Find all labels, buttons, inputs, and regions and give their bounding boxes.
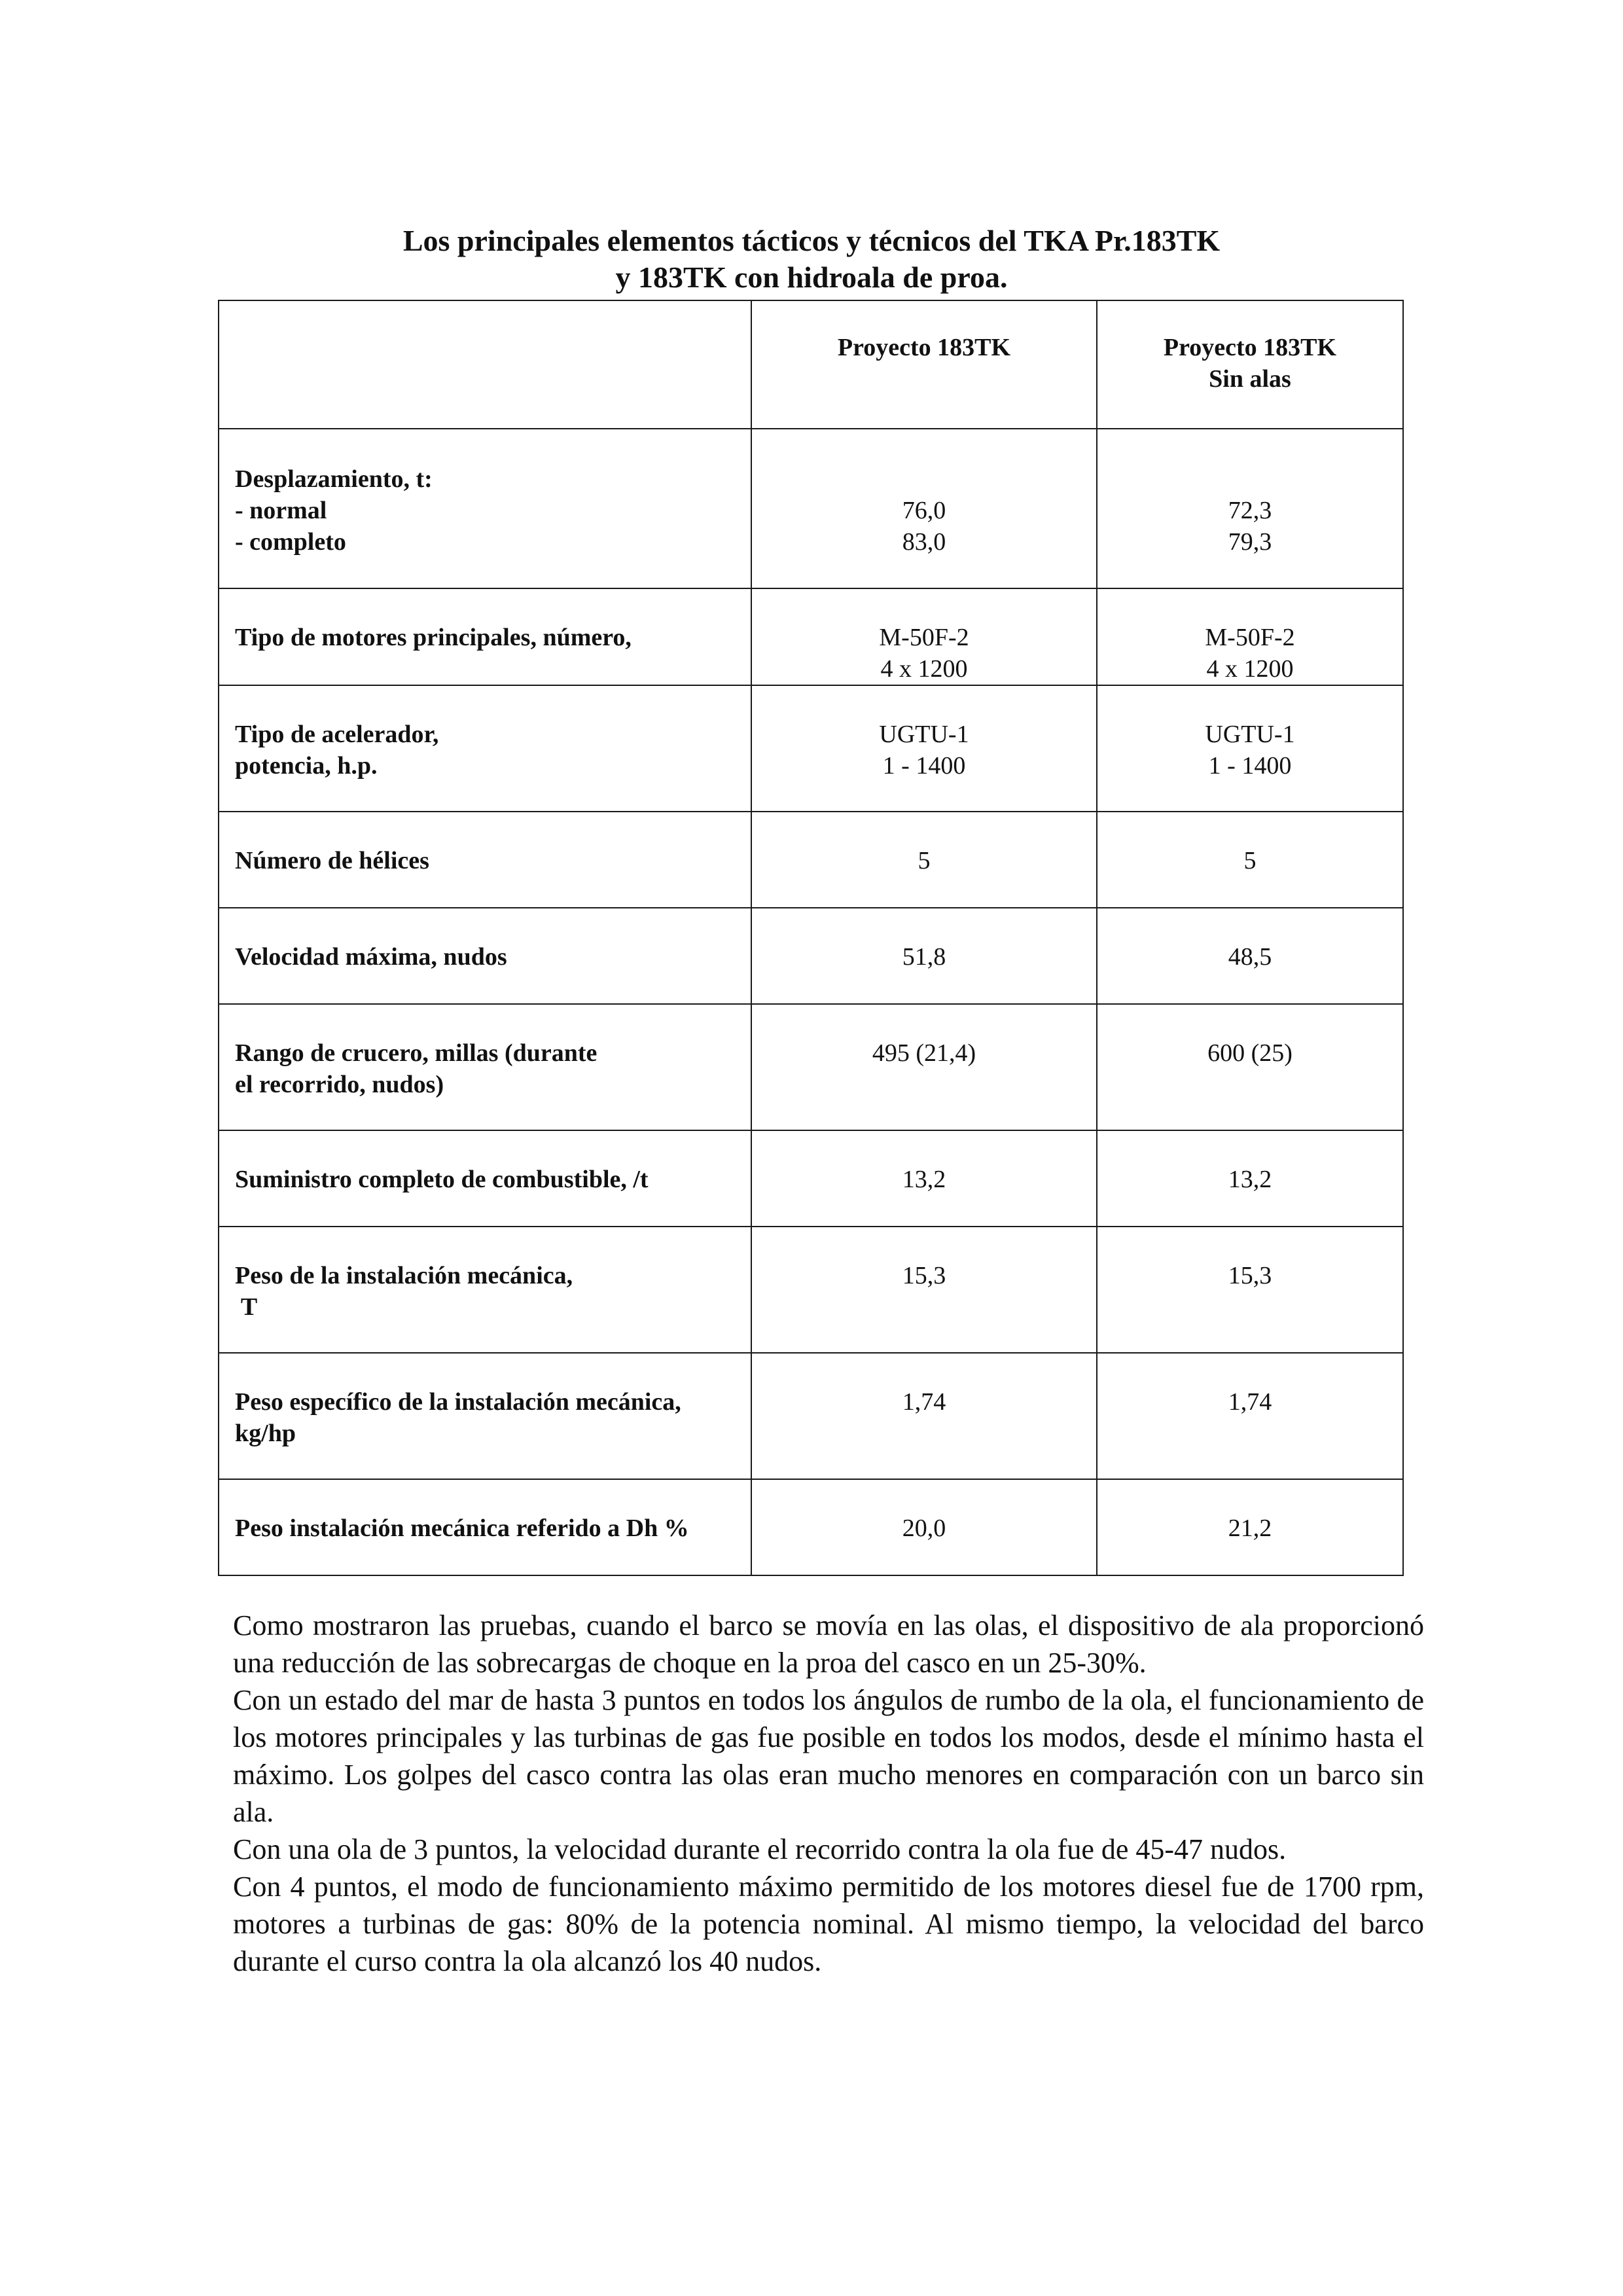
row-label-line: Peso de la instalación mecánica, (235, 1262, 573, 1289)
row-value-a: 83,0 (902, 528, 946, 556)
row-value-b: 5 (1243, 847, 1257, 874)
table-row (219, 1227, 1403, 1353)
narrative-text (233, 1607, 1424, 1980)
header-corner-cell (219, 300, 751, 429)
paragraph: Con 4 puntos, el modo de funcionamiento máximo permitido de los motores diesel fue de 1700 rpm, motores a turbinas de gas: 80% de la potencia nominal. Al mismo tiempo, la velocidad del barco durante el curso contra la ola alcanzó los 40 nudos. (233, 1871, 1424, 1977)
row-value-a: 13,2 (902, 1166, 946, 1193)
row-value-b-cell (1097, 429, 1403, 588)
row-value-b: 79,3 (1228, 528, 1272, 556)
row-value-a: 15,3 (902, 1262, 946, 1289)
title-line-1: Los principales elementos tácticos y técnicos del TKA Pr.183TK (402, 224, 1221, 257)
row-value-b-cell (1097, 1130, 1403, 1227)
row-label-cell (219, 812, 751, 908)
row-value-a-cell (751, 1353, 1097, 1479)
row-label-line: Velocidad máxima, nudos (235, 943, 507, 971)
row-value-b: 21,2 (1228, 1515, 1272, 1542)
row-value-a: 1 - 1400 (882, 752, 966, 780)
row-label-line: - normal (235, 497, 327, 524)
row-label-cell (219, 1130, 751, 1227)
row-label-line: Peso instalación mecánica referido a Dh % (235, 1515, 689, 1542)
row-value-a-cell (751, 1130, 1097, 1227)
row-label-line: el recorrido, nudos) (235, 1071, 444, 1098)
row-label-cell (219, 1227, 751, 1353)
row-label-line: kg/hp (235, 1420, 296, 1447)
table-header-row (219, 300, 1403, 429)
row-label-line: T (235, 1293, 258, 1321)
row-value-b-cell (1097, 588, 1403, 685)
row-value-b: UGTU-1 (1205, 721, 1295, 748)
row-label-cell (219, 685, 751, 812)
row-value-b: 48,5 (1228, 943, 1272, 971)
row-value-a-cell (751, 429, 1097, 588)
table-row (219, 1130, 1403, 1227)
row-value-b-cell (1097, 812, 1403, 908)
row-value-a: UGTU-1 (879, 721, 969, 748)
row-label-line: - completo (235, 528, 346, 556)
row-value-b-cell (1097, 685, 1403, 812)
row-label-cell (219, 429, 751, 588)
row-value-a-cell (751, 1479, 1097, 1575)
document-title (0, 223, 1623, 296)
header-col-b-label-2: Sin alas (1209, 365, 1291, 393)
row-value-a-cell (751, 908, 1097, 1004)
row-value-b: 4 x 1200 (1206, 655, 1294, 683)
header-col-a (751, 300, 1097, 429)
row-label-line: Tipo de acelerador, (235, 721, 439, 748)
row-value-b-cell (1097, 1479, 1403, 1575)
table-row (219, 1004, 1403, 1130)
table-row (219, 812, 1403, 908)
row-value-b: 72,3 (1228, 497, 1272, 524)
row-value-a-cell (751, 685, 1097, 812)
row-label-line: Suministro completo de combustible, /t (235, 1166, 649, 1193)
row-label-line: Peso específico de la instalación mecánica, (235, 1388, 681, 1416)
table-row (219, 429, 1403, 588)
row-value-a-cell (751, 1227, 1097, 1353)
table-row (219, 908, 1403, 1004)
row-label-cell (219, 908, 751, 1004)
row-value-b: M-50F-2 (1205, 624, 1295, 651)
row-label-line: Desplazamiento, t: (235, 465, 433, 493)
row-value-b: 1,74 (1228, 1388, 1272, 1416)
row-value-a: 76,0 (902, 497, 946, 524)
table-row (219, 685, 1403, 812)
row-label-line: Número de hélices (235, 847, 429, 874)
row-value-b-cell (1097, 908, 1403, 1004)
header-col-a-label: Proyecto 183TK (837, 334, 1011, 361)
row-value-a-cell (751, 1004, 1097, 1130)
paragraph: Como mostraron las pruebas, cuando el barco se movía en las olas, el dispositivo de ala proporcionó una reducción de las sobrecargas de choque en la proa del casco en un 25-30%. (233, 1609, 1424, 1679)
row-label-cell (219, 1479, 751, 1575)
row-value-a: 51,8 (902, 943, 946, 971)
row-value-a: M-50F-2 (879, 624, 969, 651)
row-value-b-cell (1097, 1227, 1403, 1353)
table-row (219, 1353, 1403, 1479)
row-value-b: 1 - 1400 (1208, 752, 1292, 780)
specs-table (218, 300, 1404, 1576)
row-value-b: 13,2 (1228, 1166, 1272, 1193)
row-value-b-cell (1097, 1004, 1403, 1130)
row-label-line: potencia, h.p. (235, 752, 378, 780)
row-value-a: 1,74 (902, 1388, 946, 1416)
row-label-cell (219, 1004, 751, 1130)
header-col-b-label-1: Proyecto 183TK (1163, 334, 1337, 361)
row-value-a-cell (751, 812, 1097, 908)
header-col-b (1097, 300, 1403, 429)
table-row (219, 588, 1403, 685)
table-row (219, 1479, 1403, 1575)
row-value-a: 4 x 1200 (880, 655, 968, 683)
row-value-a: 5 (918, 847, 931, 874)
row-value-b: 15,3 (1228, 1262, 1272, 1289)
row-value-a-cell (751, 588, 1097, 685)
row-label-cell (219, 1353, 751, 1479)
title-line-2: y 183TK con hidroala de proa. (615, 260, 1008, 294)
row-label-line: Tipo de motores principales, número, (235, 624, 632, 651)
row-label-cell (219, 588, 751, 685)
row-value-a: 20,0 (902, 1515, 946, 1542)
row-value-b: 600 (25) (1207, 1039, 1293, 1067)
paragraph: Con un estado del mar de hasta 3 puntos en todos los ángulos de rumbo de la ola, el funcionamiento de los motores principales y las turbinas de gas fue posible en todos los modos, desde el mínimo hasta el máximo. Los golpes del casco contra las olas eran mucho menores en comparación con un barco sin ala. (233, 1684, 1424, 1828)
row-value-a: 495 (21,4) (872, 1039, 976, 1067)
paragraph: Con una ola de 3 puntos, la velocidad durante el recorrido contra la ola fue de 45-47 nudos. (233, 1833, 1287, 1865)
row-value-b-cell (1097, 1353, 1403, 1479)
row-label-line: Rango de crucero, millas (durante (235, 1039, 597, 1067)
